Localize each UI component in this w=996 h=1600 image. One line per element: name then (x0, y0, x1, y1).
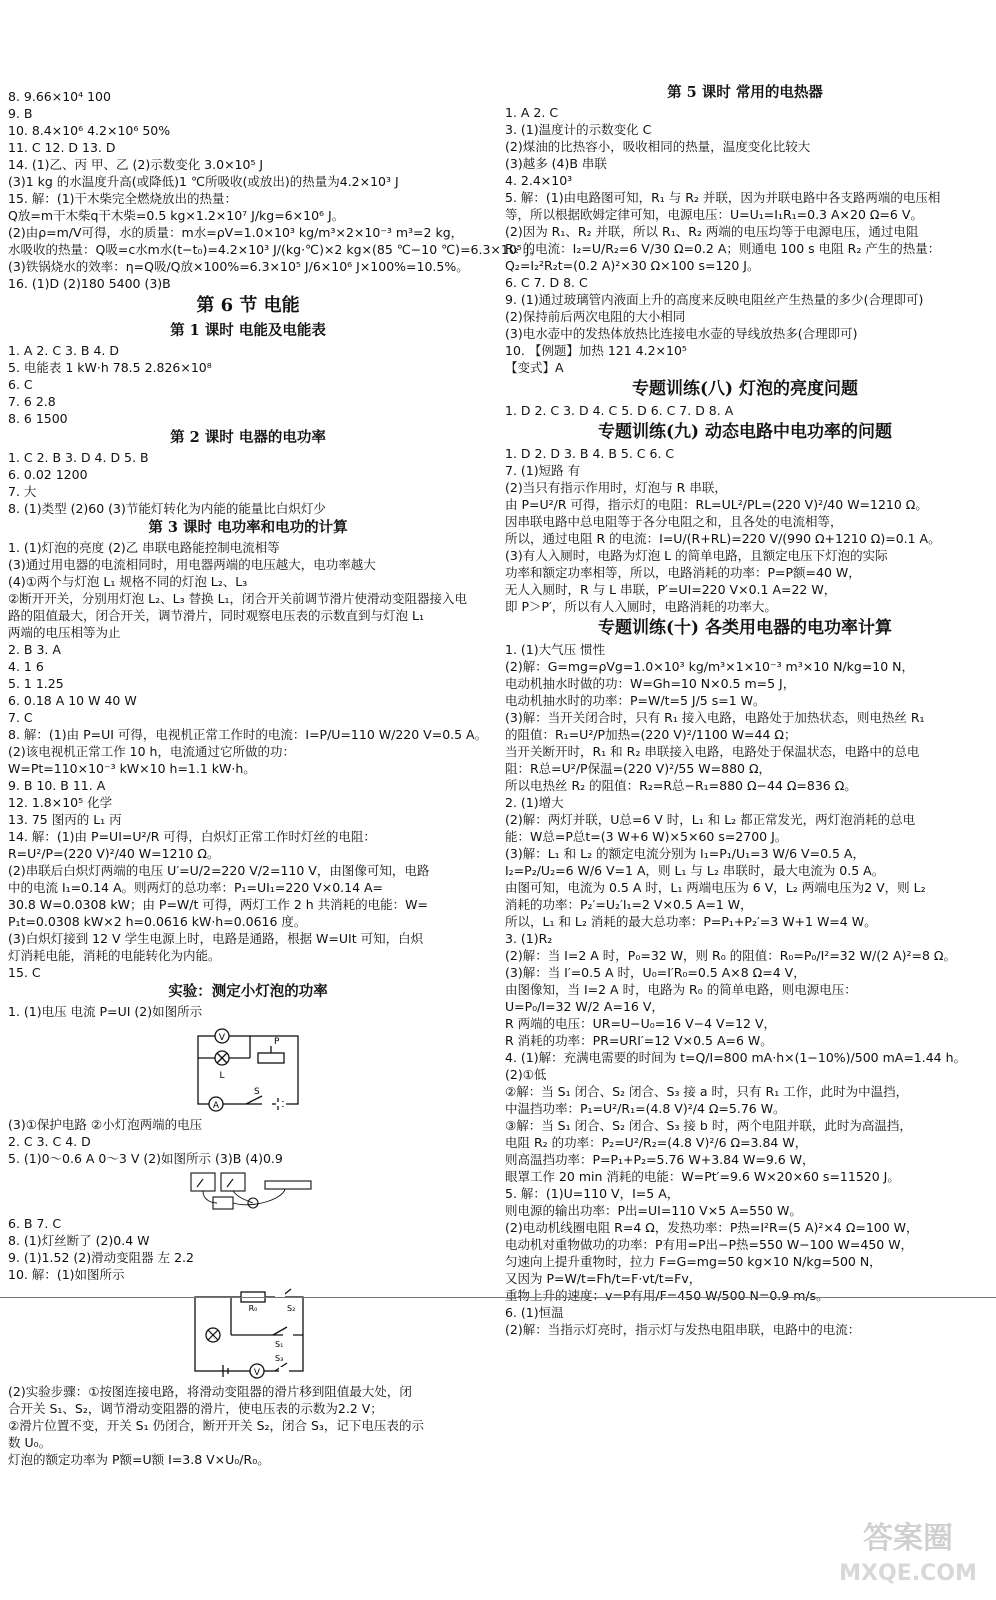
text-line: 3. (1)R₂ (505, 931, 553, 946)
text-line: 路的阻值最大，闭合开关，调节滑片，同时观察电压表的示数直到与灯泡 L₁ (8, 608, 424, 623)
text-line: (2)解：当指示灯亮时，指示灯与发热电阻串联，电路中的电流： (505, 1322, 861, 1337)
voltmeter-label-2: V (253, 1368, 261, 1378)
text-line: 10. 【例题】加热 121 4.2×10⁵ (505, 343, 687, 358)
circuit-figure-2 (8, 1283, 488, 1383)
lesson-3-title: 第 3 课时 电功率和电功的计算 (148, 519, 348, 536)
text-line: (2)由ρ=m/V可得，水的质量：m水=ρV=1.0×10³ kg/m³×2×10⁻³ m³=2 kg， (8, 225, 464, 240)
text-line: 由 P=U²/R 可得，指示灯的电阻：RL=UL²/PL=(220 V)²/40 W=1210 Ω。 (505, 497, 928, 512)
text-line: 5. 解：(1)U=110 V，I=5 A， (505, 1186, 680, 1201)
text-line: 2. C 3. C 4. D (8, 1134, 91, 1149)
text-line: 中的电流 I₁=0.14 A。则两灯的总功率：P₁=UI₁=220 V×0.14 A= (8, 880, 384, 895)
text-line: (2)实验步骤：①按图连接电路，将滑动变阻器的滑片移到阻值最大处，闭 (8, 1384, 412, 1399)
text-line: 1. (1)大气压 惯性 (505, 642, 606, 657)
text-line: 电动机抽水时的功率：P=W/t=5 J/5 s=1 W。 (505, 693, 766, 708)
text-line: 10. 8.4×10⁶ 4.2×10⁶ 50% (8, 123, 171, 138)
text-line: 电动机抽水时做的功：W=Gh=10 N×0.5 m=5 J， (505, 676, 796, 691)
text-line: 6. 0.02 1200 (8, 467, 88, 482)
text-line: 7. (1)短路 有 (505, 463, 581, 478)
text-line: 6. B 7. C (8, 1216, 62, 1231)
r0-label: R₀ (248, 1304, 258, 1313)
text-line: 1. (1)灯泡的亮度 (2)乙 串联电路能控制电流相等 (8, 540, 280, 555)
section-6-title: 第 6 节 电能 (196, 295, 300, 316)
text-line: (2)该电视机正常工作 10 h，电流通过它所做的功： (8, 744, 295, 759)
experiment-title: 实验：测定小灯泡的功率 (168, 983, 328, 1000)
text-line: (2)电动机线圈电阻 R=4 Ω，发热功率：P热=I²R=(5 A)²×4 Ω=100 W， (505, 1220, 919, 1235)
text-line: 15. C (8, 965, 41, 980)
text-line: (4)①两个与灯泡 L₁ 规格不同的灯泡 L₂、L₃ (8, 574, 248, 589)
topic-8-title: 专题训练(八) 灯泡的亮度问题 (631, 379, 858, 399)
text-line: 9. (1)通过玻璃管内液面上升的高度来反映电阻丝产生热量的多少(合理即可) (505, 292, 924, 307)
text-line: 30.8 W=0.0308 kW；由 P=W/t 可得，两灯工作 2 h 共消耗的电能：W= (8, 897, 429, 912)
text-line: 2. B 3. A (8, 642, 61, 657)
voltmeter-label: V (218, 1033, 226, 1043)
text-line: 则高温挡功率：P=P₁+P₂=5.76 W+3.84 W=9.6 W， (505, 1152, 815, 1167)
lesson-1-block (8, 342, 488, 427)
lamp-label: L (219, 1071, 225, 1081)
text-line: 数 U₀。 (8, 1435, 52, 1450)
text-line: (3)电水壶中的发热体放热比连接电水壶的导线放热多(合理即可) (505, 326, 858, 341)
ammeter-label: A (212, 1101, 220, 1111)
text-line: 6. C (8, 377, 33, 392)
text-line: 6. C 7. D 8. C (505, 275, 588, 290)
text-line: 即 P＞P′，所以有人入厕时，电路消耗的功率大。 (505, 599, 777, 614)
text-line: 的阻值：R₁=U²/P加热=(220 V)²/1100 W=44 Ω； (505, 727, 797, 742)
text-line: 当开关断开时，R₁ 和 R₂ 串联接入电路，电路处于保温状态，电路中的总电 (505, 744, 920, 759)
text-line: (3)解：当开关闭合时，只有 R₁ 接入电路，电路处于加热状态，则电热丝 R₁ (505, 710, 925, 725)
text-line: 8. 6 1500 (8, 411, 68, 426)
experiment-block-c (8, 1215, 488, 1283)
text-line: 2. (1)增大 (505, 795, 564, 810)
circuit-figure-1 (8, 1020, 488, 1116)
text-line: (3)越多 (4)B 串联 (505, 156, 607, 171)
text-line: 9. B 10. B 11. A (8, 778, 106, 793)
text-line: P₁t=0.0308 kW×2 h=0.0616 kW·h=0.0616 度。 (8, 914, 307, 929)
text-line: 消耗的功率：P₂′=U₂′I₁=2 V×0.5 A=1 W， (505, 897, 753, 912)
text-line: (2)解：当 I=2 A 时，P₀=32 W，则 R₀ 的阻值：R₀=P₀/I²=32 W/(2 A)²=8 Ω。 (505, 948, 956, 963)
topic-10-title: 专题训练(十) 各类用电器的电功率计算 (597, 618, 892, 638)
text-line: U=P₀/I=32 W/2 A=16 V， (505, 999, 664, 1014)
s3-label: S₃ (275, 1354, 284, 1363)
text-line: ②滑片位置不变，开关 S₁ 仍闭合，断开开关 S₂，闭合 S₃，记下电压表的示 (8, 1418, 424, 1433)
apparatus-figure (8, 1167, 488, 1215)
text-line: (3)铁锅烧水的效率：η=Q吸/Q放×100%=6.3×10⁵ J/6×10⁶ J×100%=10.5%。 (8, 259, 469, 274)
text-line: Q₂=I₂²R₂t=(0.2 A)²×30 Ω×100 s=120 J。 (505, 258, 760, 273)
text-line: 4. (1)解：充满电需要的时间为 t=Q/I=800 mA·h×(1−10%)/500 mA=1.44 h。 (505, 1050, 967, 1065)
text-line: 8. (1)类型 (2)60 (3)节能灯转化为内能的能量比白炽灯少 (8, 501, 326, 516)
text-line: (2)因为 R₁、R₂ 并联，所以 R₁、R₂ 两端的电压均等于电源电压，通过电阻 (505, 224, 919, 239)
experiment-block-d (8, 1383, 488, 1468)
text-line: 无人入厕时，R 与 L 串联，P′=UI=220 V×0.1 A=22 W， (505, 582, 837, 597)
text-line: 7. 6 2.8 (8, 394, 56, 409)
text-line: 7. 大 (8, 484, 37, 499)
text-line: 5. 1 1.25 (8, 676, 64, 691)
text-line: 4. 2.4×10³ (505, 173, 573, 188)
watermark-top: 答案圈 (863, 1521, 953, 1556)
text-line: 10. 解：(1)如图所示 (8, 1267, 125, 1282)
text-line: 5. (1)0～0.6 A 0～3 V (2)如图所示 (3)B (4)0.9 (8, 1151, 283, 1166)
text-line: 5. 电能表 1 kW·h 78.5 2.826×10⁸ (8, 360, 212, 375)
text-line: (3)有人入厕时，电路为灯泡 L 的简单电路，且额定电压下灯泡的实际 (505, 548, 888, 563)
text-line: 9. (1)1.52 (2)滑动变阻器 左 2.2 (8, 1250, 194, 1265)
apparatus-drawing (173, 1169, 323, 1213)
lesson-5-block (505, 104, 985, 376)
text-line: 6. 0.18 A 10 W 40 W (8, 693, 137, 708)
text-line: (2)①低 (505, 1067, 547, 1082)
text-line: (2)解：两灯并联，U总=6 V 时，L₁ 和 L₂ 都正常发光，两灯泡消耗的总电 (505, 812, 916, 827)
text-line: 阻：R总=U²/P保温=(220 V)²/55 W=880 Ω， (505, 761, 771, 776)
page-divider (0, 1297, 996, 1298)
watermark-logo (838, 1510, 978, 1590)
text-line: (2)当只有指示作用时，灯泡与 R 串联， (505, 480, 727, 495)
text-line: 电阻 R₂ 的功率：P₂=U²/R₂=(4.8 V)²/6 Ω=3.84 W， (505, 1135, 808, 1150)
text-line: 则电源的输出功率：P出=UI=110 V×5 A=550 W。 (505, 1203, 802, 1218)
lesson-5-title: 第 5 课时 常用的电热器 (667, 84, 823, 101)
text-line: R₂ 的电流：I₂=U/R₂=6 V/30 Ω=0.2 A；则通电 100 s 电阻 R₂ 产生的热量： (505, 241, 941, 256)
text-line: I₂=P₂/U₂=6 W/6 V=1 A，则 L₁ 与 L₂ 串联时，最大电流为 0.5 A。 (505, 863, 885, 878)
topic-9-title: 专题训练(九) 动态电路中电功率的问题 (597, 422, 892, 442)
text-line: 1. D 2. D 3. B 4. B 5. C 6. C (505, 446, 675, 461)
text-line: (2)解：G=mg=ρVg=1.0×10³ kg/m³×1×10⁻³ m³×10 N/kg=10 N， (505, 659, 915, 674)
watermark-bottom: MXQE.COM (839, 1561, 977, 1586)
text-line: 6. (1)恒温 (505, 1305, 564, 1320)
right-column (505, 82, 985, 1338)
text-line: 由图可知，电流为 0.5 A 时，L₁ 两端电压为 6 V，L₂ 两端电压为2 V，则 L₂ (505, 880, 926, 895)
text-line: 所以电热丝 R₂ 的阻值：R₂=R总−R₁=880 Ω−44 Ω=836 Ω。 (505, 778, 857, 793)
text-line: 水吸收的热量：Q吸=c水m水(t−t₀)=4.2×10³ J/(kg·℃)×2 kg×(85 ℃−10 ℃)=6.3×10⁵ J。 (8, 242, 542, 257)
text-line: 5. 解：(1)由电路图可知，R₁ 与 R₂ 并联，因为并联电路中各支路两端的电压相 (505, 190, 941, 205)
text-line: R 消耗的功率：PR=URI′=12 V×0.5 A=6 W。 (505, 1033, 773, 1048)
text-line: 9. B (8, 106, 33, 121)
text-line: Q放=m干木柴q干木柴=0.5 kg×1.2×10⁷ J/kg=6×10⁶ J。 (8, 208, 345, 223)
text-line: 13. 75 图丙的 L₁ 丙 (8, 812, 122, 827)
text-line: 8. 9.66×10⁴ 100 (8, 89, 111, 104)
text-line: 1. A 2. C (505, 105, 559, 120)
text-line: 7. C (8, 710, 33, 725)
text-line: 【变式】A (505, 360, 564, 375)
text-line: 合开关 S₁、S₂，调节滑动变阻器的滑片，使电压表的示数为2.2 V； (8, 1401, 383, 1416)
text-line: 3. (1)温度计的示数变化 C (505, 122, 652, 137)
text-line: 等，所以根据欧姆定律可知，电源电压：U=U₁=I₁R₁=0.3 A×20 Ω=6 V。 (505, 207, 923, 222)
text-line: 16. (1)D (2)180 5400 (3)B (8, 276, 171, 291)
text-line: (3)①保护电路 ②小灯泡两端的电压 (8, 1117, 203, 1132)
experiment-block-b (8, 1116, 488, 1167)
text-line: 能：W总=P总t=(3 W+6 W)×5×60 s=2700 J。 (505, 829, 788, 844)
text-line: 11. C 12. D 13. D (8, 140, 116, 155)
text-line: R=U²/P=(220 V)²/40 W=1210 Ω。 (8, 846, 220, 861)
topic-10-block (505, 641, 985, 1338)
topic-8-block (505, 402, 985, 419)
text-line: (2)串联后白炽灯两端的电压 U′=U/2=220 V/2=110 V，由图像可知，电路 (8, 863, 430, 878)
text-line: (2)煤油的比热容小，吸收相同的热量，温度变化比较大 (505, 139, 811, 154)
text-line: ②断开开关，分别用灯泡 L₂、L₃ 替换 L₁，闭合开关前调节滑片使滑动变阻器接入电 (8, 591, 468, 606)
text-line: 电动机对重物做功的功率：P有用=P出−P热=550 W−100 W=450 W， (505, 1237, 914, 1252)
experiment-block-a (8, 1003, 488, 1020)
text-line: 两端的电压相等为止 (8, 625, 121, 640)
lesson-2-block (8, 449, 488, 517)
text-line: (3)白炽灯接到 12 V 学生电源上时，电路是通路，根据 W=UIt 可知，白炽 (8, 931, 424, 946)
text-line: 灯消耗电能，消耗的电能转化为内能。 (8, 948, 221, 963)
slider-label: P (274, 1037, 280, 1047)
text-line: 4. 1 6 (8, 659, 44, 674)
text-line: 14. (1)乙、丙 甲、乙 (2)示数变化 3.0×10⁵ J (8, 157, 264, 172)
text-line: 1. (1)电压 电流 P=UI (2)如图所示 (8, 1004, 203, 1019)
text-line: 灯泡的额定功率为 P额=U额 I=3.8 V×U₀/R₀。 (8, 1452, 270, 1467)
text-line: 8. (1)灯丝断了 (2)0.4 W (8, 1233, 150, 1248)
text-line: 因串联电路中总电阻等于各分电阻之和，且各处的电流相等， (505, 514, 843, 529)
text-line: 1. A 2. C 3. B 4. D (8, 343, 119, 358)
text-line: 中温挡功率：P₁=U²/R₁=(4.8 V)²/4 Ω=5.76 W。 (505, 1101, 786, 1116)
text-line: 所以，L₁ 和 L₂ 消耗的最大总功率：P=P₁+P₂′=3 W+1 W=4 W。 (505, 914, 877, 929)
text-line: (3)通过用电器的电流相同时，用电器两端的电压越大，电功率越大 (8, 557, 376, 572)
text-line: W=Pt=110×10⁻³ kW×10 h=1.1 kW·h。 (8, 761, 256, 776)
switch-label: S (254, 1087, 260, 1097)
watermark-icon (838, 1510, 978, 1590)
s1-label: S₂ (287, 1304, 296, 1313)
circuit-diagram-switches (183, 1285, 313, 1381)
text-line: 8. 解：(1)由 P=UI 可得，电视机正常工作时的电流：I=P/U=110 W/220 V=0.5 A。 (8, 727, 488, 742)
text-line: (3)解：当 I′=0.5 A 时，U₀=I′R₀=0.5 A×8 Ω=4 V， (505, 965, 806, 980)
text-line: 12. 1.8×10⁵ 化学 (8, 795, 113, 810)
circuit-diagram-voltmeter-ammeter (188, 1022, 308, 1114)
text-line: 14. 解：(1)由 P=UI=U²/R 可得，白炽灯正常工作时灯丝的电阻： (8, 829, 376, 844)
s2-label: S₁ (275, 1340, 284, 1349)
text-line: (2)保持前后两次电阻的大小相同 (505, 309, 686, 324)
text-line: 1. C 2. B 3. D 4. D 5. B (8, 450, 149, 465)
text-line: R 两端的电压：UR=U−U₀=16 V−4 V=12 V， (505, 1016, 777, 1031)
text-line: 眼罩工作 20 min 消耗的电能：W=Pt′=9.6 W×20×60 s=11520 J。 (505, 1169, 900, 1184)
text-line: 重物上升的速度：v=P有用/F=450 W/500 N=0.9 m/s。 (505, 1288, 829, 1303)
lesson-1-title: 第 1 课时 电能及电能表 (170, 322, 326, 339)
topic-9-block (505, 445, 985, 615)
text-line: (3)解：L₁ 和 L₂ 的额定电流分别为 I₁=P₁/U₁=3 W/6 V=0.5 A， (505, 846, 865, 861)
lesson-3-block (8, 539, 488, 981)
text-line: ③解：当 S₁ 闭合、S₂ 闭合、S₃ 接 b 时，两个电阻并联，此时为高温挡， (505, 1118, 912, 1133)
text-line: 匀速向上提升重物时，拉力 F=G=mg=50 kg×10 N/kg=500 N， (505, 1254, 882, 1269)
text-line: 功率和额定功率相等，所以，电路消耗的功率：P=P额=40 W， (505, 565, 861, 580)
text-line: 由图像知，当 I=2 A 时，电路为 R₀ 的简单电路，则电源电压： (505, 982, 857, 997)
text-line: 15. 解：(1)干木柴完全燃烧放出的热量： (8, 191, 238, 206)
text-line: (3)1 kg 的水温度升高(或降低)1 ℃所吸收(或放出)的热量为4.2×10³ J (8, 174, 399, 189)
text-line: 又因为 P=W/t=Fh/t=F·vt/t=Fv， (505, 1271, 702, 1286)
text-line: 1. D 2. C 3. D 4. C 5. D 6. C 7. D 8. A (505, 403, 734, 418)
text-line: 所以，通过电阻 R 的电流：I=U/(R+RL)=220 V/(990 Ω+1210 Ω)=0.1 A。 (505, 531, 941, 546)
lesson-2-title: 第 2 课时 电器的电功率 (170, 429, 326, 446)
text-line: ②解：当 S₁ 闭合、S₂ 闭合、S₃ 接 a 时，只有 R₁ 工作，此时为中温挡， (505, 1084, 909, 1099)
